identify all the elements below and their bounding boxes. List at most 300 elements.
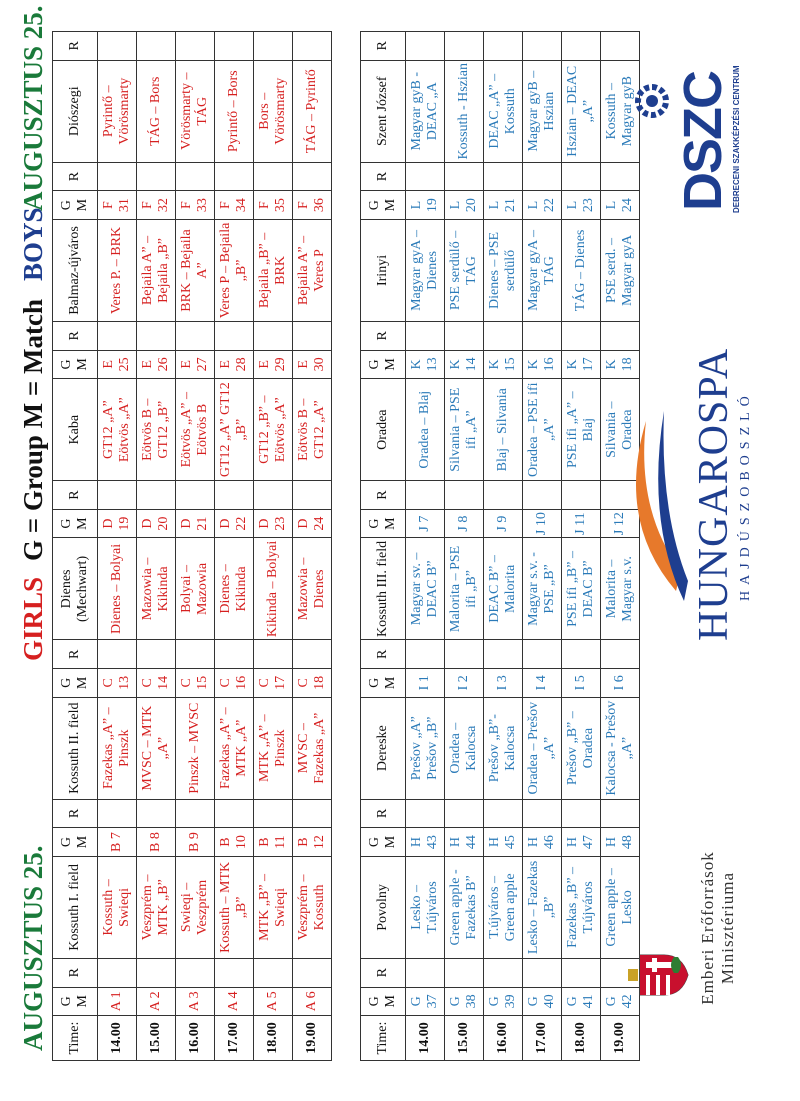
match-cell: Malorita – PSE ifi „B” (445, 538, 484, 640)
time-cell: 19.00 (601, 1016, 640, 1061)
result-cell (406, 958, 445, 987)
result-cell (484, 162, 523, 191)
match-cell: Oradea – Blaj (406, 379, 445, 481)
match-cell: MVSC – MTK „A” (137, 697, 176, 799)
result-cell (215, 162, 254, 191)
group-match-cell: B 9 (176, 828, 215, 857)
group-match-cell: H 47 (562, 828, 601, 857)
emmi-line2: Minisztériuma (718, 871, 737, 985)
result-cell (445, 32, 484, 61)
time-cell: 16.00 (484, 1016, 523, 1061)
time-cell: 17.00 (215, 1016, 254, 1061)
col-header-r: R (53, 32, 98, 61)
group-match-cell: J 11 (562, 509, 601, 538)
emmi-logo-text (698, 823, 738, 1033)
match-cell: Bejaila A” – Veres P (293, 219, 332, 321)
col-header-field: Dereske (361, 697, 406, 799)
emmi-line1: Emberi Erőforrások (698, 851, 717, 1005)
result-cell (254, 162, 293, 191)
match-cell: Eötvös B – GT12 „A” (293, 379, 332, 481)
result-cell (562, 481, 601, 510)
col-header-field: Kossuth II. field (53, 697, 98, 799)
group-match-cell: K 17 (562, 350, 601, 379)
hungarian-coat-of-arms-icon (628, 949, 690, 1001)
col-header-gm: G M (53, 987, 98, 1016)
result-cell (445, 322, 484, 351)
col-header-field: Szent József (361, 60, 406, 162)
match-cell: PSE ifi „A” – Blaj (562, 379, 601, 481)
dszc-name: DSZC (673, 72, 733, 211)
group-match-cell: E 26 (137, 350, 176, 379)
result-cell (445, 162, 484, 191)
table-row (293, 32, 332, 1061)
match-cell: Kikinda – Bolyai (254, 538, 293, 640)
group-match-cell: I 6 (601, 669, 640, 698)
col-header-gm: G M (53, 350, 98, 379)
time-cell: 16.00 (176, 1016, 215, 1061)
group-match-cell: L 19 (406, 191, 445, 220)
group-match-cell: J 10 (523, 509, 562, 538)
result-cell (293, 32, 332, 61)
col-header-field: Kaba (53, 379, 98, 481)
match-cell: Magyar s.v. - PSE „B” (523, 538, 562, 640)
group-match-cell: A 5 (254, 987, 293, 1016)
group-match-cell: B 11 (254, 828, 293, 857)
match-cell: T.újváros – Green apple (484, 856, 523, 958)
match-cell: Vörösmarty – TÁG (176, 60, 215, 162)
result-cell (137, 322, 176, 351)
match-cell: Fazekas „A” – MTK „A” (215, 697, 254, 799)
result-cell (176, 162, 215, 191)
match-cell: Bolyai – Mazowia (176, 538, 215, 640)
result-cell (293, 322, 332, 351)
match-cell: Magyar gyB – Hszian (523, 60, 562, 162)
match-cell: Oradea – Prešov „A” (523, 697, 562, 799)
match-cell: BRK – Bejaila A” (176, 219, 215, 321)
group-match-cell: B 7 (98, 828, 137, 857)
match-cell: Swieqi – Veszprém (176, 856, 215, 958)
group-match-cell: D 21 (176, 509, 215, 538)
match-cell: Silvania – PSE ifi „A” (445, 379, 484, 481)
result-cell (523, 32, 562, 61)
result-cell (484, 799, 523, 828)
col-header-gm: G M (361, 509, 406, 538)
table-row (215, 32, 254, 1061)
table-row (176, 32, 215, 1061)
match-cell: Mazowia – Dienes (293, 538, 332, 640)
col-header-gm: G M (361, 987, 406, 1016)
group-match-cell: J 12 (601, 509, 640, 538)
group-match-cell: I 5 (562, 669, 601, 698)
group-match-cell: E 28 (215, 350, 254, 379)
col-header-gm: G M (53, 669, 98, 698)
group-match-cell: F 31 (98, 191, 137, 220)
match-cell: MTK „A” – Pinszk (254, 697, 293, 799)
table-row (406, 32, 445, 1061)
match-cell: Veres P. – BRK (98, 219, 137, 321)
time-cell: 15.00 (445, 1016, 484, 1061)
result-cell (562, 958, 601, 987)
result-cell (176, 640, 215, 669)
time-cell: 19.00 (293, 1016, 332, 1061)
group-match-cell: J 9 (484, 509, 523, 538)
result-cell (254, 322, 293, 351)
match-cell: Eötvös B – GT12 „B” (137, 379, 176, 481)
dszc-logo (632, 61, 762, 221)
group-match-cell: I 1 (406, 669, 445, 698)
group-match-cell: G 37 (406, 987, 445, 1016)
group-match-cell: L 23 (562, 191, 601, 220)
result-cell (406, 481, 445, 510)
boys-label: BOYS (18, 207, 48, 281)
group-match-cell: F 36 (293, 191, 332, 220)
col-header-field: Kossuth III. field (361, 538, 406, 640)
col-header-time: Time: (53, 1016, 98, 1061)
match-cell: Malorita – Magyar s.v. (601, 538, 640, 640)
result-cell (562, 799, 601, 828)
table-row (98, 32, 137, 1061)
col-header-r: R (361, 162, 406, 191)
result-cell (523, 322, 562, 351)
hungarospa-name: HUNGAROSPA (691, 347, 737, 641)
match-cell: Dienes – PSE serdülő (484, 219, 523, 321)
match-cell: Veszprém – Kossuth (293, 856, 332, 958)
match-cell: Kossuth - Hszian (445, 60, 484, 162)
result-cell (484, 481, 523, 510)
group-match-cell: E 25 (98, 350, 137, 379)
col-header-gm: G M (53, 191, 98, 220)
table-row (523, 32, 562, 1061)
result-cell (254, 32, 293, 61)
result-cell (254, 640, 293, 669)
match-cell: Prešov „B”- Kalocsa (484, 697, 523, 799)
group-match-cell: D 19 (98, 509, 137, 538)
result-cell (293, 799, 332, 828)
dszc-subtitle: DEBRECENI SZAKKÉPZÉSI CENTRUM (732, 65, 741, 213)
match-cell: Kossuth – Magyar gyB (601, 60, 640, 162)
result-cell (445, 481, 484, 510)
match-cell: Mazowia – Kikinda (137, 538, 176, 640)
group-match-cell: A 2 (137, 987, 176, 1016)
group-match-cell: G 42 (601, 987, 640, 1016)
col-header-r: R (361, 481, 406, 510)
group-match-cell: L 20 (445, 191, 484, 220)
match-cell: Green apple -Fazekas B” (445, 856, 484, 958)
result-cell (523, 162, 562, 191)
col-header-r: R (361, 799, 406, 828)
result-cell (293, 481, 332, 510)
time-cell: 14.00 (98, 1016, 137, 1061)
col-header-field: Diószegi (53, 60, 98, 162)
result-cell (215, 640, 254, 669)
girls-label: GIRLS (18, 576, 48, 661)
group-match-cell: G 41 (562, 987, 601, 1016)
group-match-cell: A 4 (215, 987, 254, 1016)
result-cell (176, 799, 215, 828)
result-cell (254, 799, 293, 828)
group-match-cell: C 15 (176, 669, 215, 698)
group-match-cell: A 1 (98, 987, 137, 1016)
match-cell: Dienes – Kikinda (215, 538, 254, 640)
result-cell (98, 162, 137, 191)
result-cell (484, 322, 523, 351)
result-cell (215, 799, 254, 828)
match-cell: PSE ifi „B” – DEAC B” (562, 538, 601, 640)
group-match-cell: I 3 (484, 669, 523, 698)
result-cell (215, 322, 254, 351)
match-cell: Kossuth – Swieqi (98, 856, 137, 958)
col-header-r: R (53, 640, 98, 669)
match-cell: Prešov „B” – Oradea (562, 697, 601, 799)
col-header-field: Kossuth I. field (53, 856, 98, 958)
match-cell: Dienes – Bolyai (98, 538, 137, 640)
match-cell: MTK „B” – Swieqi (254, 856, 293, 958)
match-cell: GT12 „A” Eötvös „A” (98, 379, 137, 481)
result-cell (562, 322, 601, 351)
group-match-cell: G 40 (523, 987, 562, 1016)
sponsor-logos (612, 31, 782, 1061)
group-match-cell: D 24 (293, 509, 332, 538)
col-header-gm: G M (361, 828, 406, 857)
result-cell (484, 640, 523, 669)
hungarospa-logo (626, 347, 766, 661)
result-cell (523, 958, 562, 987)
group-match-cell: C 14 (137, 669, 176, 698)
group-match-cell: B 12 (293, 828, 332, 857)
group-match-cell: L 22 (523, 191, 562, 220)
group-match-cell: I 4 (523, 669, 562, 698)
group-match-cell: K 14 (445, 350, 484, 379)
match-cell: DEAC „A” – Kossuth (484, 60, 523, 162)
result-cell (137, 640, 176, 669)
group-match-cell: E 27 (176, 350, 215, 379)
group-match-cell: D 22 (215, 509, 254, 538)
col-header-gm: G M (53, 828, 98, 857)
match-cell: Fazekas „B” – T.újváros (562, 856, 601, 958)
result-cell (98, 958, 137, 987)
col-header-field: Dienes (Mechwart) (53, 538, 98, 640)
group-match-cell: C 18 (293, 669, 332, 698)
group-match-cell: C 16 (215, 669, 254, 698)
match-cell: PSE serd. – Magyar gyA (601, 219, 640, 321)
match-cell: Magyar gyA – TÁG (523, 219, 562, 321)
col-header-field: Povolny (361, 856, 406, 958)
col-header-field: Balmaz-újváros (53, 219, 98, 321)
match-cell: Magyar gyA – Dienes (406, 219, 445, 321)
match-cell: Lesko – T.újváros (406, 856, 445, 958)
match-cell: Veszprém – MTK „B” (137, 856, 176, 958)
time-cell: 18.00 (562, 1016, 601, 1061)
group-match-cell: K 15 (484, 350, 523, 379)
col-header-field: Irinyi (361, 219, 406, 321)
group-match-cell: F 32 (137, 191, 176, 220)
group-match-cell: C 13 (98, 669, 137, 698)
group-match-cell: H 46 (523, 828, 562, 857)
col-header-r: R (361, 958, 406, 987)
time-cell: 15.00 (137, 1016, 176, 1061)
result-cell (293, 162, 332, 191)
match-cell: GT12 „A” GT12 „B” (215, 379, 254, 481)
result-cell (137, 799, 176, 828)
group-match-cell: E 30 (293, 350, 332, 379)
group-match-cell: H 44 (445, 828, 484, 857)
group-match-cell: F 35 (254, 191, 293, 220)
group-match-cell: H 48 (601, 828, 640, 857)
header-row (361, 32, 406, 1061)
result-cell (137, 958, 176, 987)
table-row (137, 32, 176, 1061)
group-match-cell: H 43 (406, 828, 445, 857)
girls-schedule-table (52, 31, 332, 1061)
match-cell: Oradea – Kalocsa (445, 697, 484, 799)
group-match-cell: D 23 (254, 509, 293, 538)
date-right: AUGUSZTUS 25. (18, 5, 48, 211)
result-cell (406, 799, 445, 828)
gear-icon (632, 81, 672, 121)
result-cell (176, 958, 215, 987)
match-cell: MVSC – Fazekas „A” (293, 697, 332, 799)
match-cell: Green apple – Lesko (601, 856, 640, 958)
match-cell: Kalocsa - Prešov „A” (601, 697, 640, 799)
group-match-cell: B 8 (137, 828, 176, 857)
group-match-cell: F 33 (176, 191, 215, 220)
match-cell: Eötvös „A” – Eötvös B (176, 379, 215, 481)
result-cell (406, 162, 445, 191)
col-header-r: R (53, 162, 98, 191)
match-cell: Bejaila „B” – BRK (254, 219, 293, 321)
result-cell (484, 958, 523, 987)
group-match-cell: L 24 (601, 191, 640, 220)
group-match-cell: A 3 (176, 987, 215, 1016)
header-row (53, 32, 98, 1061)
result-cell (523, 799, 562, 828)
result-cell (293, 640, 332, 669)
col-header-field: Oradea (361, 379, 406, 481)
result-cell (445, 958, 484, 987)
time-cell: 18.00 (254, 1016, 293, 1061)
result-cell (562, 32, 601, 61)
col-header-time: Time: (361, 1016, 406, 1061)
match-cell: Kossuth – MTK „B” (215, 856, 254, 958)
group-match-cell: I 2 (445, 669, 484, 698)
table-row (254, 32, 293, 1061)
group-match-cell: A 6 (293, 987, 332, 1016)
table-row (445, 32, 484, 1061)
match-cell: Pyrintő – Bors (215, 60, 254, 162)
match-cell: TÁG – Bors (137, 60, 176, 162)
col-header-r: R (53, 322, 98, 351)
result-cell (98, 322, 137, 351)
time-cell: 14.00 (406, 1016, 445, 1061)
col-header-r: R (53, 481, 98, 510)
result-cell (254, 481, 293, 510)
col-header-gm: G M (361, 350, 406, 379)
result-cell (98, 799, 137, 828)
result-cell (254, 958, 293, 987)
match-cell: Magyar sv. – DEAC B” (406, 538, 445, 640)
result-cell (445, 640, 484, 669)
col-header-gm: G M (361, 669, 406, 698)
match-cell: Magyar gyB - DEAC „A (406, 60, 445, 162)
group-match-cell: F 34 (215, 191, 254, 220)
group-match-cell: H 45 (484, 828, 523, 857)
result-cell (523, 481, 562, 510)
match-cell: Oradea – PSE ifi „A” (523, 379, 562, 481)
col-header-r: R (361, 322, 406, 351)
result-cell (137, 162, 176, 191)
match-cell: Pyrintő – Vörösmarty (98, 60, 137, 162)
result-cell (98, 481, 137, 510)
time-cell: 17.00 (523, 1016, 562, 1061)
col-header-r: R (361, 32, 406, 61)
group-match-cell: L 21 (484, 191, 523, 220)
group-match-cell: E 29 (254, 350, 293, 379)
col-header-gm: G M (361, 191, 406, 220)
result-cell (98, 640, 137, 669)
group-match-cell: C 17 (254, 669, 293, 698)
hungarospa-swoosh-icon (626, 361, 696, 661)
result-cell (484, 32, 523, 61)
group-match-cell: G 39 (484, 987, 523, 1016)
group-match-cell: D 20 (137, 509, 176, 538)
result-cell (215, 32, 254, 61)
match-cell: Lesko – Fazekas „B” (523, 856, 562, 958)
col-header-r: R (53, 958, 98, 987)
result-cell (406, 322, 445, 351)
result-cell (406, 640, 445, 669)
col-header-gm: G M (53, 509, 98, 538)
result-cell (215, 958, 254, 987)
result-cell (98, 32, 137, 61)
result-cell (445, 799, 484, 828)
match-cell: Fazekas „A” – Pinszk (98, 697, 137, 799)
match-cell: GT12 „B” – Eötvös „A” (254, 379, 293, 481)
group-match-cell: G 38 (445, 987, 484, 1016)
match-cell: Pinszk – MVSC (176, 697, 215, 799)
result-cell (176, 481, 215, 510)
group-match-cell: J 8 (445, 509, 484, 538)
match-cell: Silvania – Oradea (601, 379, 640, 481)
group-match-cell: K 18 (601, 350, 640, 379)
match-cell: Blaj – Silvania (484, 379, 523, 481)
match-cell: Bejaila A” – Bejaila „B” (137, 219, 176, 321)
match-cell: Bors – Vörösmarty (254, 60, 293, 162)
match-cell: PSE serdülő – TÁG (445, 219, 484, 321)
result-cell (562, 640, 601, 669)
result-cell (176, 32, 215, 61)
col-header-r: R (53, 799, 98, 828)
result-cell (523, 640, 562, 669)
group-match-cell: J 7 (406, 509, 445, 538)
match-cell: TÁG – Dienes (562, 219, 601, 321)
match-cell: DEAC B” – Malorita (484, 538, 523, 640)
group-match-cell: K 13 (406, 350, 445, 379)
match-cell: TÁG – Pyrintő (293, 60, 332, 162)
result-cell (562, 162, 601, 191)
table-row (484, 32, 523, 1061)
col-header-r: R (361, 640, 406, 669)
boys-schedule-table (360, 31, 640, 1061)
match-cell: Prešov „A” Prešov „B” (406, 697, 445, 799)
match-cell: Veres P – Bejaila „B” (215, 219, 254, 321)
table-row (562, 32, 601, 1061)
result-cell (176, 322, 215, 351)
result-cell (406, 32, 445, 61)
date-left: AUGUSZTUS 25. (18, 845, 48, 1051)
result-cell (137, 481, 176, 510)
result-cell (293, 958, 332, 987)
match-cell: Hszian – DEAC „A” (562, 60, 601, 162)
